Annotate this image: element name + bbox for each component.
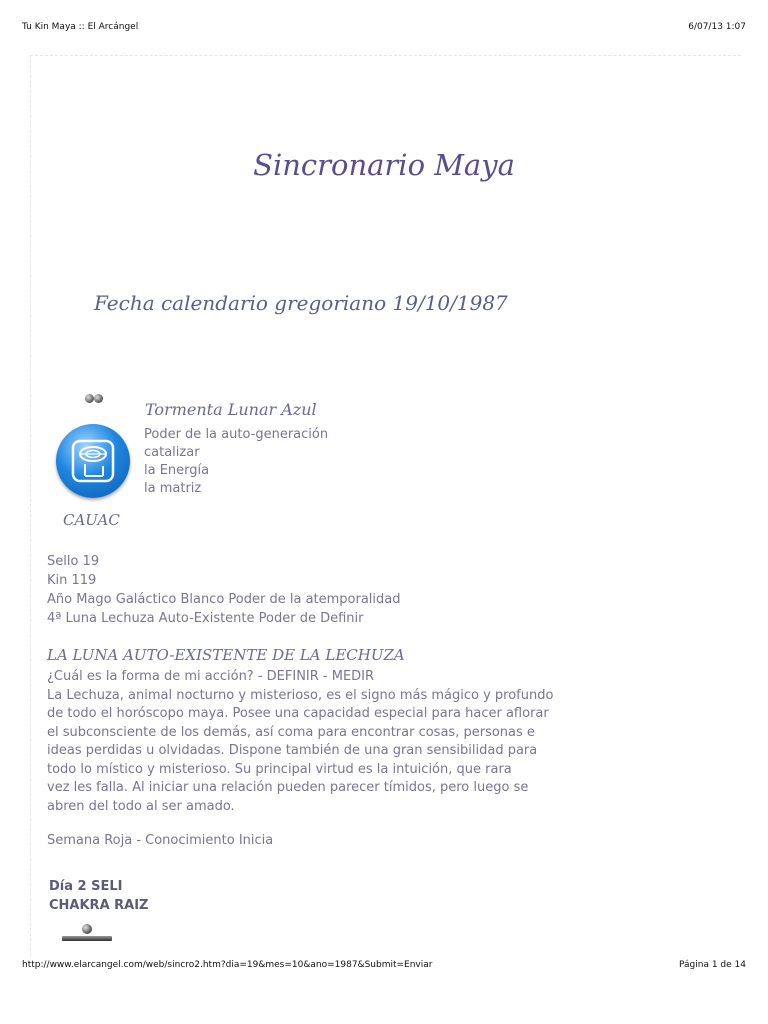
- print-header-datetime: 6/07/13 1:07: [688, 22, 746, 32]
- week-info: Semana Roja - Conocimiento Inicia: [47, 833, 274, 848]
- tone-name: Tormenta Lunar Azul: [145, 400, 317, 419]
- moon-section-title: LA LUNA AUTO-EXISTENTE DE LA LECHUZA: [47, 646, 405, 664]
- moon-description: [47, 668, 567, 816]
- kin-number: Kin 119: [47, 573, 97, 588]
- kin-action-line: catalizar: [144, 445, 200, 460]
- print-footer-url: http://www.elarcangel.com/web/sincro2.htm?dia=19&mes=10&ano=1987&Submit=Enviar: [22, 960, 433, 970]
- page-title: Sincronario Maya: [253, 148, 515, 182]
- year-info: Año Mago Galáctico Blanco Poder de la atemporalidad: [47, 592, 401, 607]
- description-line: abren del todo al ser amado.: [47, 798, 235, 814]
- description-line: todo lo místico y misterioso. Su principal virtud es la intuición, que rara: [47, 761, 512, 777]
- day-info: [49, 877, 149, 915]
- kin-matrix-line: la matriz: [144, 481, 202, 496]
- print-header-title: Tu Kin Maya :: El Arcángel: [22, 22, 139, 32]
- tone-bar-one-dot-icon: [62, 924, 112, 942]
- chakra-label: CHAKRA RAIZ: [49, 898, 149, 913]
- description-line: el subconsciente de los demás, así coma para encontrar cosas, personas e: [47, 724, 535, 740]
- print-footer-page: Página 1 de 14: [679, 960, 746, 970]
- seal-name: CAUAC: [63, 511, 120, 529]
- moon-info: 4ª Luna Lechuza Auto-Existente Poder de Definir: [47, 611, 364, 626]
- description-line: de todo el horóscopo maya. Posee una capacidad especial para hacer aflorar: [47, 706, 549, 721]
- gregorian-date-heading: Fecha calendario gregoriano 19/10/1987: [94, 291, 508, 315]
- content-frame: [30, 55, 741, 956]
- kin-power-line: Poder de la auto-generación: [144, 427, 329, 442]
- description-line: La Lechuza, animal nocturno y misterioso, es el signo más mágico y profundo: [47, 687, 554, 703]
- moon-question: ¿Cuál es la forma de mi acción? - DEFINIR - MEDIR: [47, 669, 375, 684]
- kin-info-block: [47, 552, 401, 628]
- kin-power-lines: [144, 426, 328, 498]
- sello-number: Sello 19: [47, 554, 100, 569]
- two-dots-icon: [85, 394, 105, 404]
- description-line: ideas perdidas u olvidadas. Dispone también de una gran sensibilidad para: [47, 743, 538, 758]
- kin-essence-line: la Energía: [144, 463, 210, 478]
- description-line: vez les falla. Al iniciar una relación pueden parecer tímidos, pero luego se: [47, 780, 529, 795]
- cauac-storm-glyph-icon: [56, 424, 130, 498]
- day-label: Día 2 SELI: [49, 879, 123, 894]
